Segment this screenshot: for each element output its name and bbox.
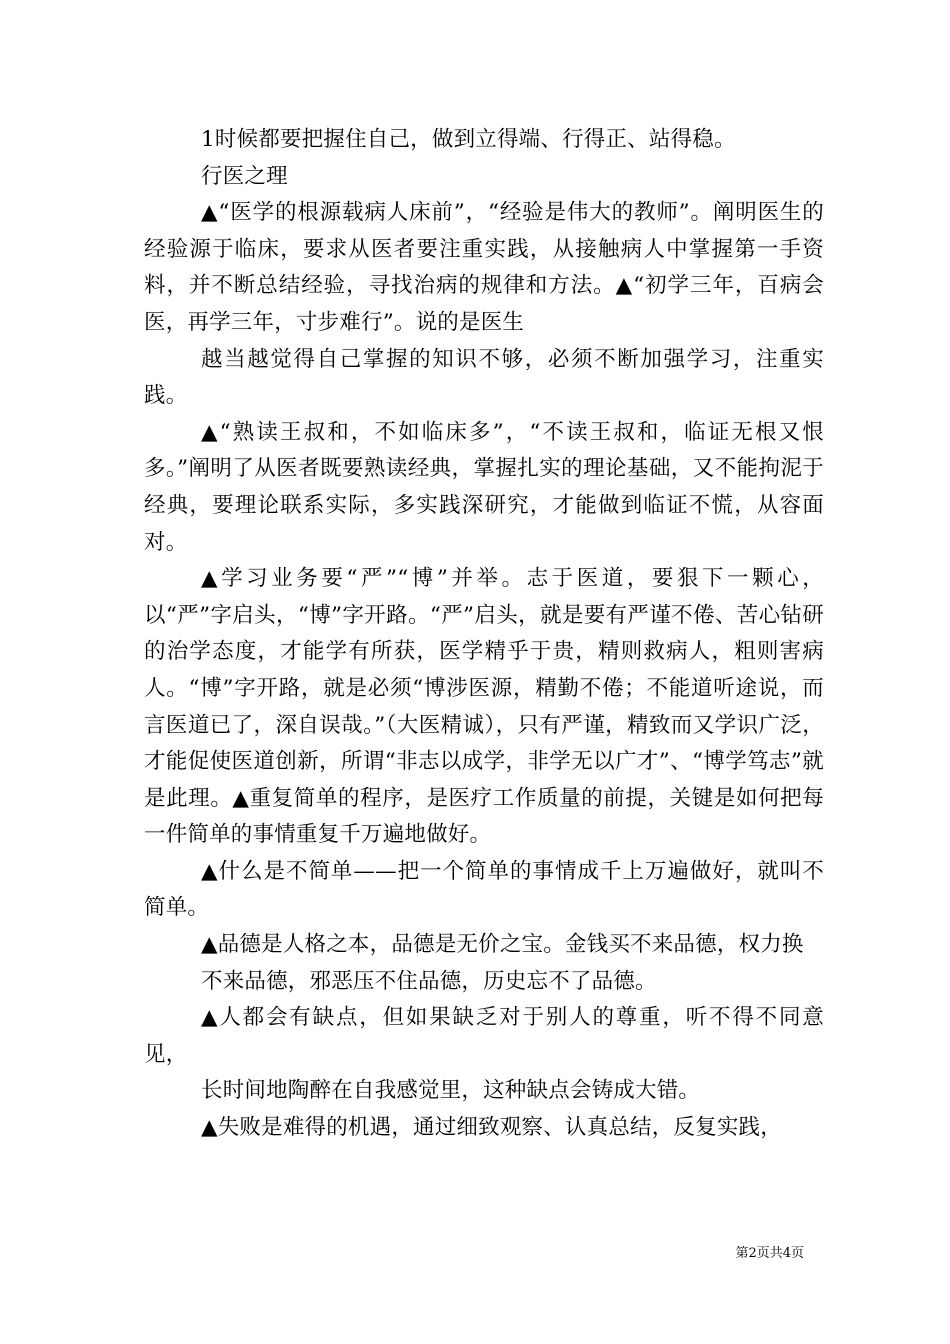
paragraph-11: ▲失败是难得的机遇，通过细致观察、认真总结，反复实践， bbox=[201, 1115, 782, 1141]
page-number-footer: 第2页共4页 bbox=[735, 1246, 804, 1261]
document-body bbox=[144, 122, 824, 1147]
paragraph-1: 1时候都要把握住自己，做到立得端、行得正、站得稳。 bbox=[201, 127, 736, 152]
paragraph-10: 长时间地陶醉在自我感觉里，这种缺点会铸成大错。 bbox=[201, 1078, 701, 1104]
paragraph-9: ▲人都会有缺点，但如果缺乏对于别人的尊重，听不得不同意见， bbox=[144, 1005, 824, 1067]
paragraph-8: 不来品德，邪恶压不住品德，历史忘不了品德。 bbox=[201, 968, 657, 994]
paragraph-2: ▲“医学的根源载病人床前”，“经验是伟大的教师”。阐明医生的经验源于临床，要求从医者要注重实践，从接触病人中掌握第一手资料，并不断总结经验，寻找治病的规律和方法。▲“初学三年，百病会医，再学三年，寸步难行”。说的是医生 bbox=[144, 200, 824, 335]
section-heading: 行医之理 bbox=[201, 163, 288, 189]
paragraph-6: ▲什么是不简单——把一个简单的事情成千上万遍做好，就叫不简单。 bbox=[144, 858, 824, 921]
paragraph-5: ▲学习业务要“严”“博”并举。志于医道，要狠下一颗心，以“严”字启头，“博”字开路。“严”启头，就是要有严谨不倦、苦心钻研的治学态度，才能学有所获，医学精乎于贵，精则救病人，粗则害病人。“博”字开路，就是必须“博涉医源，精勤不倦；不能道听途说，而言医道已了，深自误哉。”（大医精诚），只有严谨，精致而又学识广泛，才能促使医道创新，所谓“非志以成学，非学无以广才”、“博学笃志”就是此理。▲重复简单的程序，是医疗工作质量的前提，关键是如何把每一件简单的事情重复千万遍地做好。 bbox=[144, 566, 824, 848]
paragraph-4: ▲“熟读王叔和，不如临床多”，“不读王叔和，临证无根又恨多。”阐明了从医者既要熟读经典，掌握扎实的理论基础，又不能拘泥于经典，要理论联系实际，多实践深研究，才能做到临证不慌，从容面对。 bbox=[144, 419, 824, 555]
paragraph-7: ▲品德是人格之本，品德是无价之宝。金钱买不来品德，权力换 bbox=[201, 932, 804, 958]
paragraph-3: 越当越觉得自己掌握的知识不够，必须不断加强学习，注重实践。 bbox=[144, 346, 824, 409]
